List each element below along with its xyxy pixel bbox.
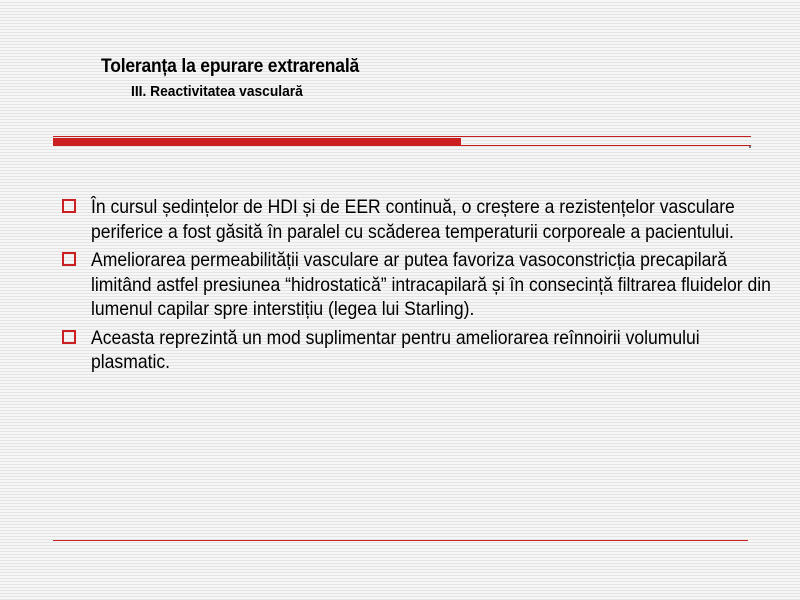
hollow-square-bullet-icon [62, 199, 76, 213]
bullet-text: Aceasta reprezintă un mod suplimentar pentru ameliorarea reînnoirii volumului plasmatic. [91, 326, 700, 373]
header-divider-accent-bar [53, 138, 461, 146]
footer-divider [53, 540, 748, 541]
hollow-square-bullet-icon [62, 330, 76, 344]
header-divider-thin-lower [461, 145, 751, 146]
bullet-list [60, 195, 772, 375]
bullet-text: Ameliorarea permeabilității vasculare ar putea favoriza vasoconstricția precapilară limitând astfel presiunea “hidrostatică” intracapilară și în consecință filtrarea fluidelor din lumenul capilar spre interstițiu (legea lui Starling). [91, 249, 771, 320]
bullet-item [60, 195, 772, 244]
bullet-item [60, 326, 772, 375]
header-divider-thin [53, 136, 751, 137]
hollow-square-bullet-icon [62, 252, 76, 266]
slide-subtitle: III. Reactivitatea vasculară [131, 83, 303, 100]
header-divider-tick [749, 146, 751, 148]
bullet-item [60, 248, 772, 322]
bullet-text: În cursul ședințelor de HDI și de EER continuă, o creștere a rezistențelor vasculare periferice a fost găsită în paralel cu scăderea temperaturii corporeale a pacientului. [91, 196, 735, 243]
slide-body [60, 195, 772, 379]
slide-title: Toleranța la epurare extrarenală [101, 56, 360, 77]
